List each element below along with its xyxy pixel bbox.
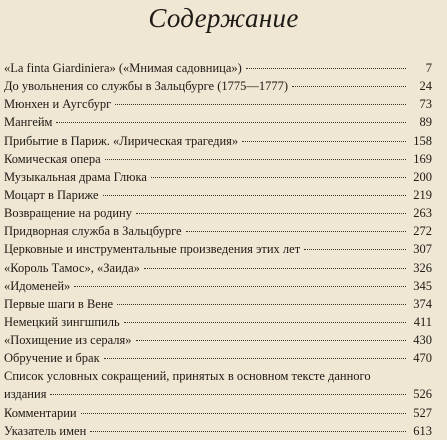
dot-leader	[115, 104, 406, 105]
toc-entry	[4, 204, 432, 222]
toc-entry-title: Первые шаги в Вене	[4, 296, 114, 311]
toc-entry	[4, 150, 432, 168]
toc-entry-page: 411	[413, 314, 432, 329]
toc-entry-page: 470	[413, 351, 432, 366]
toc-entry-title: Мюнхен и Аугсбург	[4, 97, 112, 112]
dot-leader	[103, 195, 406, 196]
toc-entry	[4, 222, 432, 240]
dot-leader	[292, 86, 406, 87]
toc-entry-title-line1: Список условных сокращений, принятых в основном тексте данного	[4, 369, 371, 384]
toc-entry-page: 24	[419, 79, 432, 94]
toc-entry-page: 158	[413, 133, 432, 148]
toc-entry-page: 89	[419, 115, 432, 130]
toc-entry-page: 219	[413, 187, 432, 202]
toc-entry-title-line2-wrap	[4, 385, 432, 403]
toc-entry-title: Комментарии	[4, 405, 77, 420]
toc-entry	[4, 295, 432, 313]
toc-entry	[4, 113, 432, 131]
toc-entry-title: До увольнения со службы в Зальцбурге (1775—1777)	[4, 79, 289, 94]
toc-entry-page: 7	[425, 61, 432, 75]
toc-entry	[4, 95, 432, 113]
toc-entry-title: Прибытие в Париж. «Лирическая трагедия»	[4, 133, 239, 148]
toc-entry-page: 307	[413, 242, 432, 257]
toc-entry-page: 73	[419, 97, 432, 112]
toc-entry-title: «Идоменей»	[4, 278, 71, 293]
dot-leader	[242, 141, 406, 142]
toc-entry-page: 272	[413, 224, 432, 239]
toc-entry	[4, 59, 432, 77]
toc-entry	[4, 422, 432, 440]
toc-entry	[4, 168, 432, 186]
table-of-contents	[4, 59, 432, 440]
dot-leader	[117, 304, 406, 305]
toc-entry-title: Обручение и брак	[4, 351, 100, 366]
dot-leader	[144, 268, 406, 269]
toc-entry-title: Комическая опера	[4, 151, 101, 166]
toc-entry-title: Указатель имен	[4, 423, 87, 438]
toc-entry	[4, 77, 432, 95]
toc-entry-title: Мангейм	[4, 115, 53, 130]
dot-leader	[81, 413, 406, 414]
dot-leader	[136, 213, 406, 214]
toc-entry-page: 326	[413, 260, 432, 275]
toc-entry	[4, 277, 432, 295]
dot-leader	[304, 249, 406, 250]
toc-entry-title: Моцарт в Париже	[4, 187, 99, 202]
dot-leader	[186, 231, 406, 232]
toc-entry	[4, 259, 432, 277]
toc-entry	[4, 132, 432, 150]
toc-entry-title: Возвращение на родину	[4, 206, 132, 221]
dot-leader	[136, 340, 406, 341]
toc-entry	[4, 313, 432, 331]
toc-entry-title: Немецкий зингшпиль	[4, 314, 120, 329]
toc-entry-title: Церковные и инструментальные произведения этих лет	[4, 242, 301, 257]
toc-entry-page: 526	[413, 387, 432, 402]
toc-entry-title: Музыкальная драма Глюка	[4, 169, 147, 184]
dot-leader	[246, 68, 406, 69]
toc-entry-page: 200	[413, 169, 432, 184]
dot-leader	[90, 431, 406, 432]
toc-entry-page: 374	[413, 296, 432, 311]
toc-entry	[4, 331, 432, 349]
dot-leader	[56, 122, 406, 123]
page-title: Содержание	[148, 3, 299, 33]
toc-entry-title: «La finta Giardiniera» («Мнимая садовница»)	[4, 61, 242, 75]
dot-leader	[151, 177, 406, 178]
toc-entry-title-line2: издания	[4, 387, 47, 402]
toc-entry	[4, 186, 432, 204]
toc-entry-page: 263	[413, 206, 432, 221]
toc-entry-page: 527	[413, 405, 432, 420]
dot-leader	[104, 358, 406, 359]
toc-entry-title	[4, 367, 432, 403]
dot-leader	[74, 286, 406, 287]
toc-entry-title: «Похищение из сераля»	[4, 333, 132, 348]
toc-entry-title: Придворная служба в Зальцбурге	[4, 224, 182, 239]
dot-leader	[105, 159, 406, 160]
toc-entry-page: 169	[413, 151, 432, 166]
dot-leader	[124, 322, 406, 323]
dot-leader	[50, 394, 406, 395]
toc-entry-page: 345	[413, 278, 432, 293]
toc-entry-page: 430	[413, 333, 432, 348]
toc-entry	[4, 240, 432, 258]
toc-entry	[4, 367, 432, 403]
toc-entry	[4, 404, 432, 422]
toc-entry	[4, 349, 432, 367]
toc-entry-title: «Король Тамос», «Заида»	[4, 260, 140, 275]
toc-entry-page: 613	[413, 423, 432, 438]
